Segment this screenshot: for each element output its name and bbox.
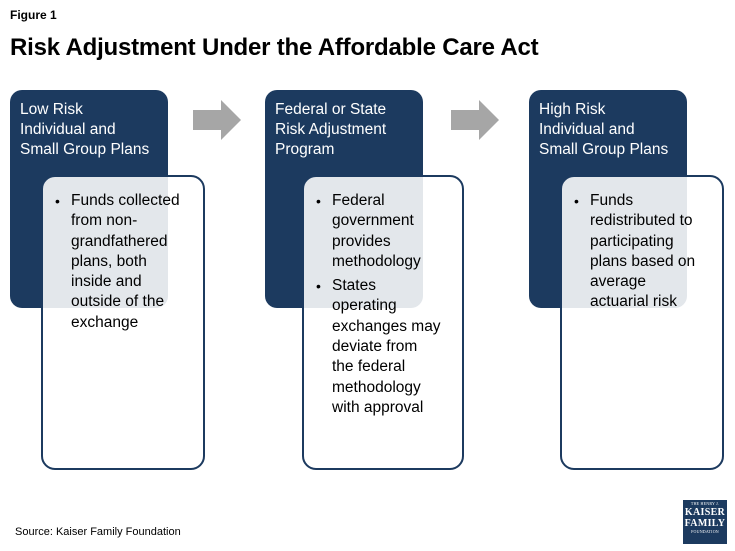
stage-1-bullet-list — [53, 191, 195, 333]
flow-arrow-icon — [193, 100, 241, 140]
stage-2-detail-box — [302, 175, 464, 470]
bullet-line: participating — [590, 232, 674, 250]
bullet-line: outside of the — [71, 293, 165, 311]
bullet-line: government — [332, 212, 414, 230]
bullet-line: deviate from — [332, 338, 418, 356]
bullet-line: grandfathered — [71, 232, 168, 250]
stage-heading-line: Federal or State — [275, 101, 387, 118]
bullet-line: redistributed to — [590, 212, 693, 230]
bullet-line: operating — [332, 297, 397, 315]
bullet-line: exchange — [71, 313, 139, 331]
stage-heading-line: High Risk — [539, 101, 606, 118]
bullet-item — [314, 191, 454, 272]
stage-heading-line: Individual and — [539, 121, 635, 138]
stage-heading-line: Individual and — [20, 121, 116, 138]
stage-2-bullet-list — [314, 191, 454, 418]
bullet-line: the federal — [332, 358, 406, 376]
bullet-line: plans based on — [590, 252, 696, 270]
stage-heading-line: Small Group Plans — [20, 141, 150, 158]
bullet-line: States — [332, 277, 376, 295]
bullet-icon: • — [574, 193, 579, 209]
source-note: Source: Kaiser Family Foundation — [15, 526, 181, 538]
flow-arrow-icon — [451, 100, 499, 140]
bullet-item — [314, 276, 454, 418]
logo-line: THE HENRY J. — [690, 501, 720, 506]
stage-3-bullet-list — [572, 191, 714, 313]
bullet-line: Funds — [590, 192, 634, 209]
stage-heading-line: Low Risk — [20, 101, 83, 118]
bullet-line: exchanges may — [332, 317, 441, 335]
bullet-line: actuarial risk — [590, 293, 677, 311]
bullet-line: from non- — [71, 212, 138, 230]
bullet-line: inside and — [71, 273, 142, 291]
stage-heading-line: Risk Adjustment — [275, 121, 387, 138]
stage-heading-line: Small Group Plans — [539, 141, 669, 158]
bullet-line: methodology — [332, 252, 421, 270]
logo-line: KAISER — [684, 507, 726, 518]
bullet-line: provides — [332, 232, 391, 250]
bullet-icon: • — [316, 193, 321, 209]
bullet-icon: • — [55, 193, 60, 209]
bullet-line: with approval — [332, 398, 424, 416]
bullet-line: methodology — [332, 378, 421, 396]
bullet-line: Federal — [332, 192, 385, 209]
bullet-line: plans, both — [71, 252, 147, 270]
logo-line: FAMILY — [684, 518, 726, 529]
logo-line: FOUNDATION — [691, 529, 719, 534]
stage-heading-line: Program — [275, 141, 335, 158]
page-title: Risk Adjustment Under the Affordable Care Act — [10, 34, 539, 61]
figure-label: Figure 1 — [10, 8, 57, 22]
bullet-icon: • — [316, 278, 321, 295]
stage-3-detail-box — [560, 175, 724, 470]
bullet-item — [53, 191, 195, 333]
bullet-line: Funds collected — [71, 192, 180, 209]
bullet-line: average — [590, 273, 647, 291]
stage-1-detail-box — [41, 175, 205, 470]
bullet-item — [572, 191, 714, 313]
kff-logo — [683, 500, 727, 544]
